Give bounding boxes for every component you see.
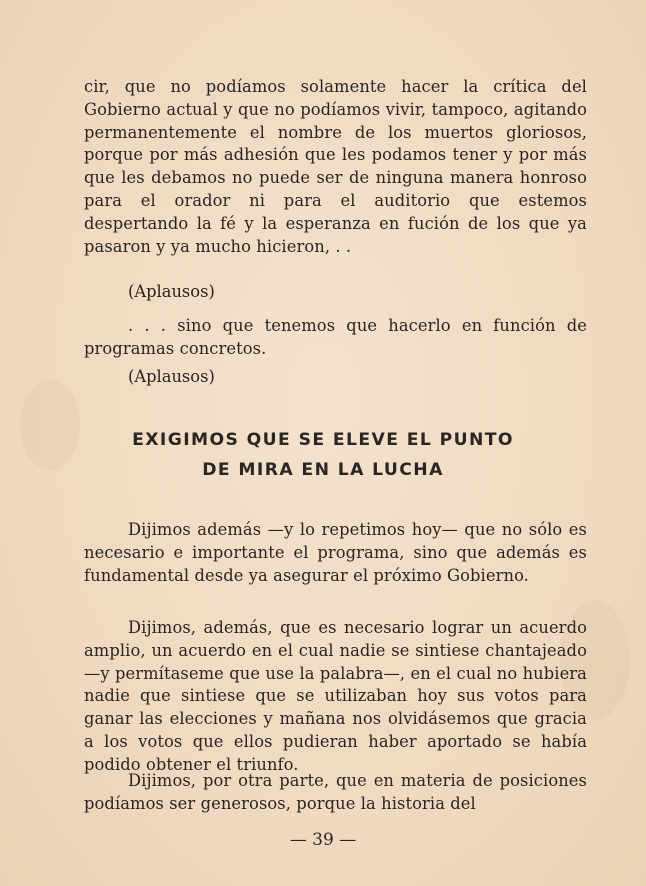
paragraph-programs: . . . sino que tenemos que hacerlo en función de programas concretos.	[84, 316, 587, 358]
applause-note: (Aplausos)	[128, 367, 215, 386]
applause-note: (Aplausos)	[128, 282, 215, 301]
page-number: — 39 —	[289, 830, 357, 850]
paragraph-program-government: Dijimos además —y lo repetimos hoy— que no sólo es necesario e importante el programa, sino que además es fundamental desde ya asegurar el próximo Gobierno.	[84, 520, 587, 585]
paragraph-positions: Dijimos, por otra parte, que en materia de posiciones podíamos ser generosos, porque la historia del	[84, 771, 587, 813]
paper-stain	[20, 380, 80, 470]
section-heading-line-2: DE MIRA EN LA LUCHA	[202, 460, 444, 480]
paragraph-broad-agreement: Dijimos, además, que es necesario lograr un acuerdo amplio, un acuerdo en el cual nadie se sintiese chantajeado —y permítaseme que use la palabra—, en el cual no hubiera nadie que sintiese que se utilizaban hoy sus votos para ganar las elecciones y mañana nos olvidásemos que gracia a los votos que ellos pudieran haber aportado se había podido obtener el triunfo.	[84, 618, 587, 774]
paragraph-continuation: cir, que no podíamos solamente hacer la crítica del Gobierno actual y que no podíamos vivir, tampoco, agitando permanentemente el nombre de los muertos gloriosos, porque por más adhesión que les podamos tener y por más que les debamos no puede ser de ninguna manera honroso para el orador ni para el auditorio que estemos despertando la fé y la esperanza en fución de los que ya pasaron y ya mucho hicieron, . .	[84, 77, 587, 256]
section-heading-line-1: EXIGIMOS QUE SE ELEVE EL PUNTO	[132, 430, 514, 450]
